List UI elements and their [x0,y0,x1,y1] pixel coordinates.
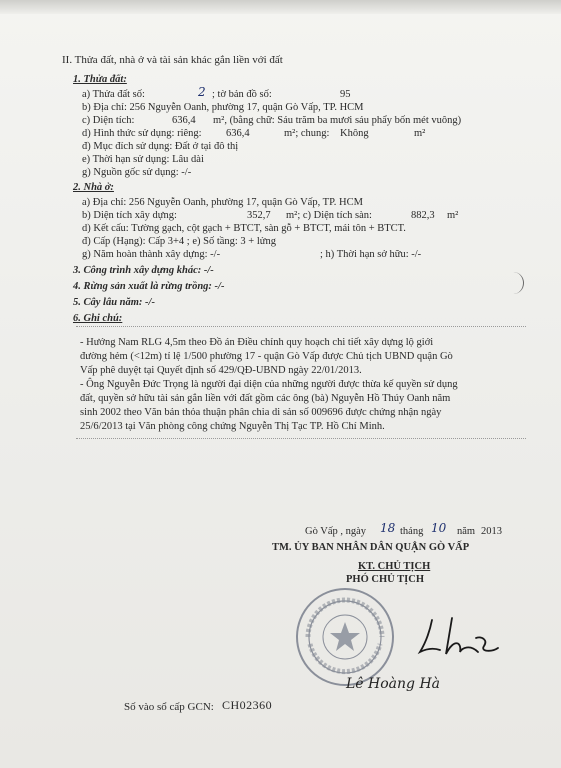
note-line-6: sinh 2002 theo Văn bản thỏa thuận phân chia di sản số 009696 được chứng nhận ngày [80,407,442,418]
sign-authority: TM. ỦY BAN NHÂN DÂN QUẬN GÒ VẤP [272,542,470,553]
land-use-form-label: d) Hình thức sử dụng: riêng: [82,128,202,139]
land-term: e) Thời hạn sử dụng: Lâu dài [82,154,204,165]
land-sheet-label: ; tờ bản đồ số: [212,89,272,100]
land-purpose: đ) Mục đích sử dụng: Đất ở tại đô thị [82,141,239,152]
land-heading: 1. Thửa đất: [73,74,127,85]
land-origin: g) Nguồn gốc sử dụng: -/- [82,167,192,178]
notes-heading: 6. Ghi chú: [73,313,123,324]
note-line-5: đất, quyền sở hữu tài sản gắn liền với đất gồm các ông (bà) Nguyễn Hồ Thúy Oanh năm [80,393,451,404]
house-build-area-label: b) Diện tích xây dựng: [82,210,177,221]
house-structure: d) Kết cấu: Tường gạch, cột gạch + BTCT, sàn gỗ + BTCT, mái tôn + BTCT. [82,223,406,234]
sign-date-month-label: tháng [400,526,424,537]
land-use-private: 636,4 [226,128,250,139]
land-area-label: c) Diện tích: [82,115,135,126]
house-heading: 2. Nhà ở: [73,182,114,193]
sign-date-place: Gò Vấp , ngày [305,526,367,537]
note-line-2: đường hẻm (<12m) tỉ lệ 1/500 phường 17 - quận Gò Vấp được Chủ tịch UBND quận Gò [80,351,453,362]
house-ownership-term: ; h) Thời hạn sở hữu: -/- [320,249,422,260]
planted-forest: 4. Rừng sản xuất là rừng trồng: -/- [73,281,225,292]
land-sheet-number: 95 [340,89,351,100]
house-floor-unit: m² [447,210,459,221]
other-construction: 3. Công trình xây dựng khác: -/- [73,265,214,276]
note-line-7: 25/6/2013 tại Văn phòng công chứng Nguyễn Thị Tạc TP. Hồ Chí Minh. [80,421,385,432]
footer-label: Số vào sổ cấp GCN: [124,701,214,713]
page-top-edge [0,0,561,14]
house-grade-floors: đ) Cấp (Hạng): Cấp 3+4 ; e) Số tầng: 3 + lửng [82,236,276,247]
signer-name: Lê Hoàng Hà [346,676,441,692]
footer-register-number: CH02360 [222,698,273,712]
land-area-words: m², (bằng chữ: Sáu trăm ba mươi sáu phẩy bốn mét vuông) [213,115,462,126]
sign-kt: KT. CHỦ TỊCH [358,561,431,572]
land-use-shared: Không [340,128,369,139]
sign-date-year: 2013 [481,526,502,537]
page-mark [503,272,524,294]
house-build-area: 352,7 [247,210,271,221]
note-line-4: - Ông Nguyễn Đức Trọng là người đại diện của những người được thừa kế quyền sử dụng [80,379,458,390]
perennial-trees: 5. Cây lâu năm: -/- [73,297,155,308]
land-use-unit: m² [414,128,426,139]
house-floor-area: 882,3 [411,210,435,221]
house-completion-year: g) Năm hoàn thành xây dựng: -/- [82,249,221,260]
note-rule [76,326,526,327]
land-parcel-label: a) Thửa đất số: [82,89,145,100]
land-area-value: 636,4 [172,115,196,126]
handwritten-signature [400,608,530,660]
sign-date-year-label: năm [457,526,476,537]
sign-date-month: 10 [431,521,447,535]
house-floor-area-label: m²; c) Diện tích sàn: [286,210,372,221]
land-address: b) Địa chỉ: 256 Nguyễn Oanh, phường 17, quận Gò Vấp, TP. HCM [82,102,364,113]
land-use-shared-label: m²; chung: [284,128,330,139]
note-rule-bottom [76,438,526,439]
note-line-1: - Hướng Nam RLG 4,5m theo Đồ án Điều chỉnh quy hoạch chi tiết xây dựng lộ giới [80,337,434,348]
house-address: a) Địa chỉ: 256 Nguyễn Oanh, phường 17, quận Gò Vấp, TP. HCM [82,197,363,208]
note-line-3: Vấp phê duyệt tại Quyết định số 429/QĐ-UBND ngày 22/01/2013. [80,365,362,376]
land-parcel-number: 2 [198,85,206,99]
sign-date-day: 18 [380,521,396,535]
section-title: II. Thửa đất, nhà ở và tài sản khác gắn liền với đất [62,54,283,66]
official-seal [294,586,396,688]
sign-vice-chairman: PHÓ CHỦ TỊCH [346,574,424,585]
